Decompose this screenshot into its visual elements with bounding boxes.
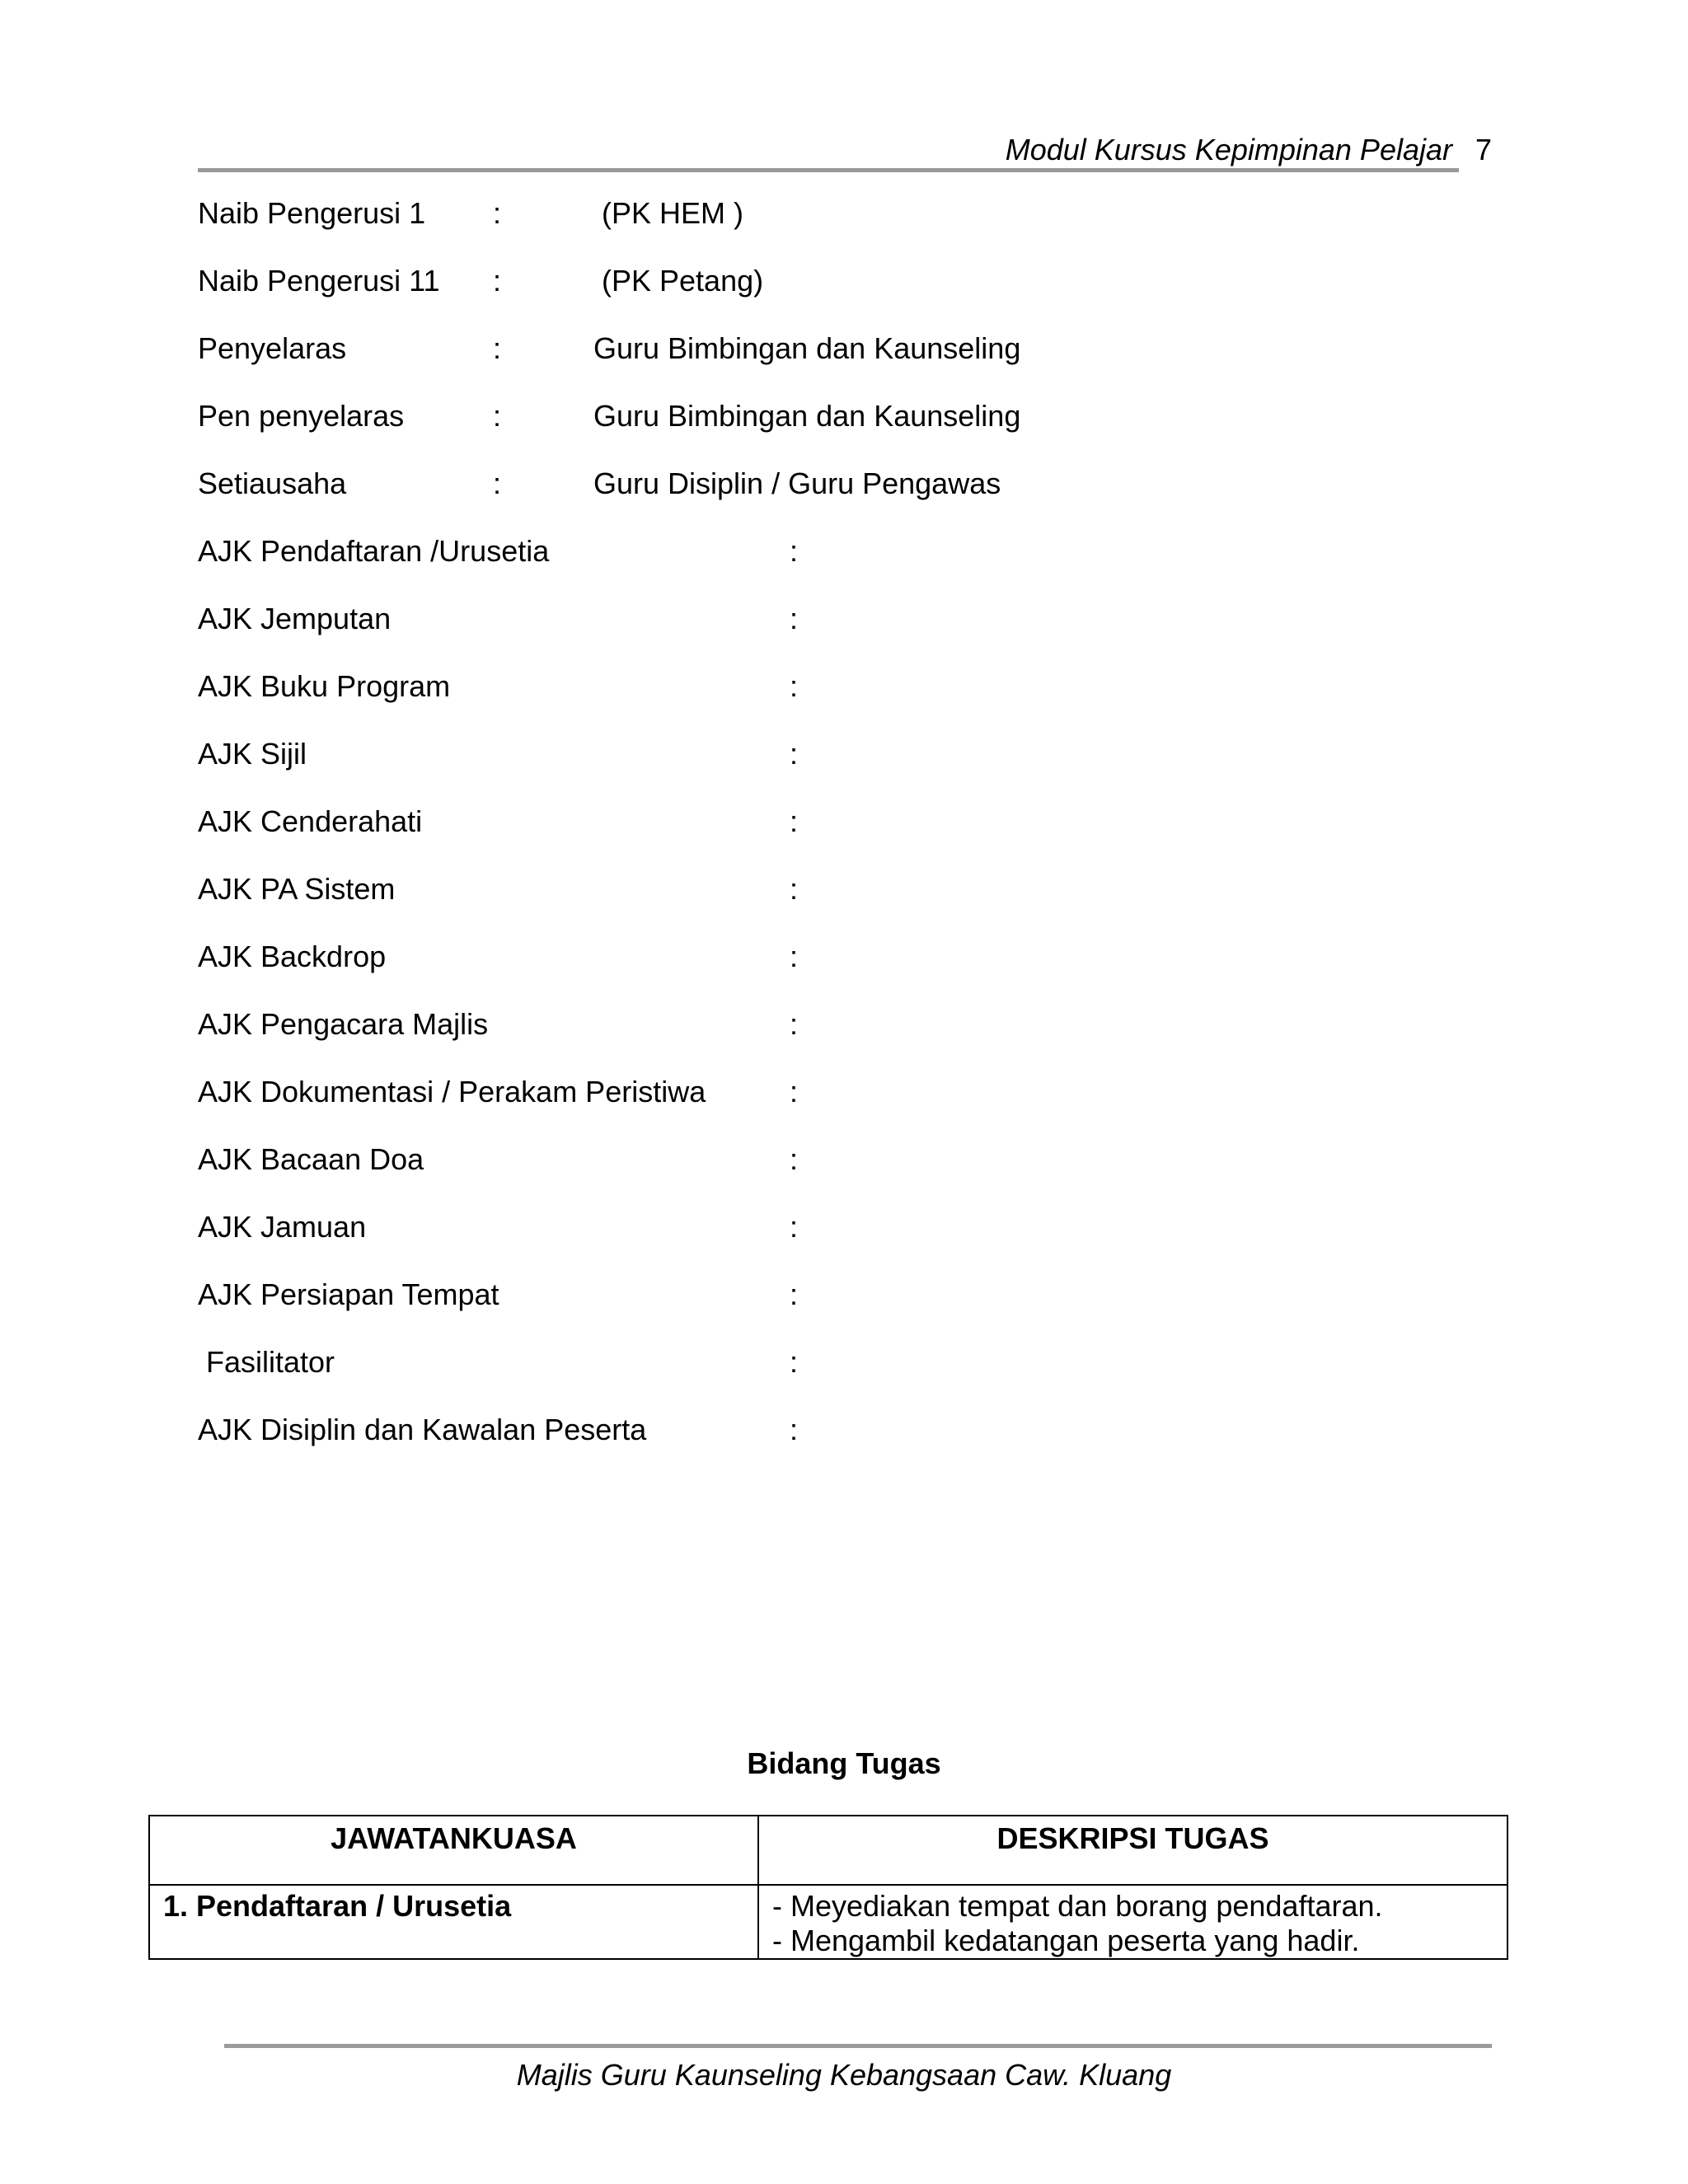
committee-label: AJK Pendaftaran /Urusetia [198,534,550,568]
role-colon: : [493,331,502,365]
role-value: Guru Disiplin / Guru Pengawas [593,466,1001,500]
role-label: Naib Pengerusi 1 [198,196,426,230]
committee-label: AJK PA Sistem [198,872,396,906]
page-number: 7 [1475,133,1492,166]
role-value: Guru Bimbingan dan Kaunseling [593,331,1021,365]
header-divider [198,168,1459,172]
committee-colon: : [790,1075,799,1108]
task-item: - Meyediakan tempat dan borang pendaftaran. [772,1889,1383,1923]
module-title: Modul Kursus Kepimpinan Pelajar [1005,133,1452,166]
description-cell [758,1885,1507,1959]
committee-colon: : [790,872,799,906]
role-value: (PK Petang) [593,264,764,298]
committee-colon: : [790,1142,799,1176]
column-header-description: DESKRIPSI TUGAS [758,1816,1507,1885]
committee-label: AJK Jemputan [198,602,392,635]
role-label: Pen penyelaras [198,399,405,433]
committee-colon: : [790,1007,799,1041]
column-header-committee: JAWATANKUASA [149,1816,758,1885]
role-colon: : [493,264,502,298]
committee-label: AJK Sijil [198,737,307,771]
page-footer: Majlis Guru Kaunseling Kebangsaan Caw. Kluang [516,2058,1172,2092]
committee-colon: : [790,1413,799,1446]
committee-cell: 1. Pendaftaran / Urusetia [149,1885,758,1959]
committee-label: AJK Bacaan Doa [198,1142,424,1176]
committee-label: AJK Jamuan [198,1210,367,1244]
committee-colon: : [790,1210,799,1244]
committee-colon: : [790,1345,799,1379]
committee-label: AJK Pengacara Majlis [198,1007,489,1041]
role-colon: : [493,466,502,500]
committee-label: AJK Dokumentasi / Perakam Peristiwa [198,1075,706,1108]
page-header [198,132,1492,171]
committee-colon: : [790,669,799,703]
role-label: Setiausaha [198,466,347,500]
role-label: Naib Pengerusi 11 [198,264,440,298]
committee-label: AJK Backdrop [198,940,387,973]
table-header-row [149,1816,1507,1885]
table-row [149,1885,1507,1959]
committee-colon: : [790,602,799,635]
committee-label: AJK Buku Program [198,669,451,703]
committee-label: AJK Cenderahati [198,804,423,838]
role-colon: : [493,196,502,230]
duties-table [148,1815,1508,1960]
committee-colon: : [790,534,799,568]
footer-divider [224,2044,1492,2048]
committee-label: AJK Disiplin dan Kawalan Peserta [198,1413,647,1446]
committee-colon: : [790,940,799,973]
committee-label: Fasilitator [198,1345,335,1379]
role-label: Penyelaras [198,331,347,365]
role-colon: : [493,399,502,433]
committee-colon: : [790,804,799,838]
role-value: (PK HEM ) [593,196,744,230]
task-item: - Mengambil kedatangan peserta yang hadir. [772,1924,1360,1957]
committee-colon: : [790,737,799,771]
committee-colon: : [790,1277,799,1311]
committee-label: AJK Persiapan Tempat [198,1277,499,1311]
section-title: Bidang Tugas [747,1746,941,1780]
role-value: Guru Bimbingan dan Kaunseling [593,399,1021,433]
